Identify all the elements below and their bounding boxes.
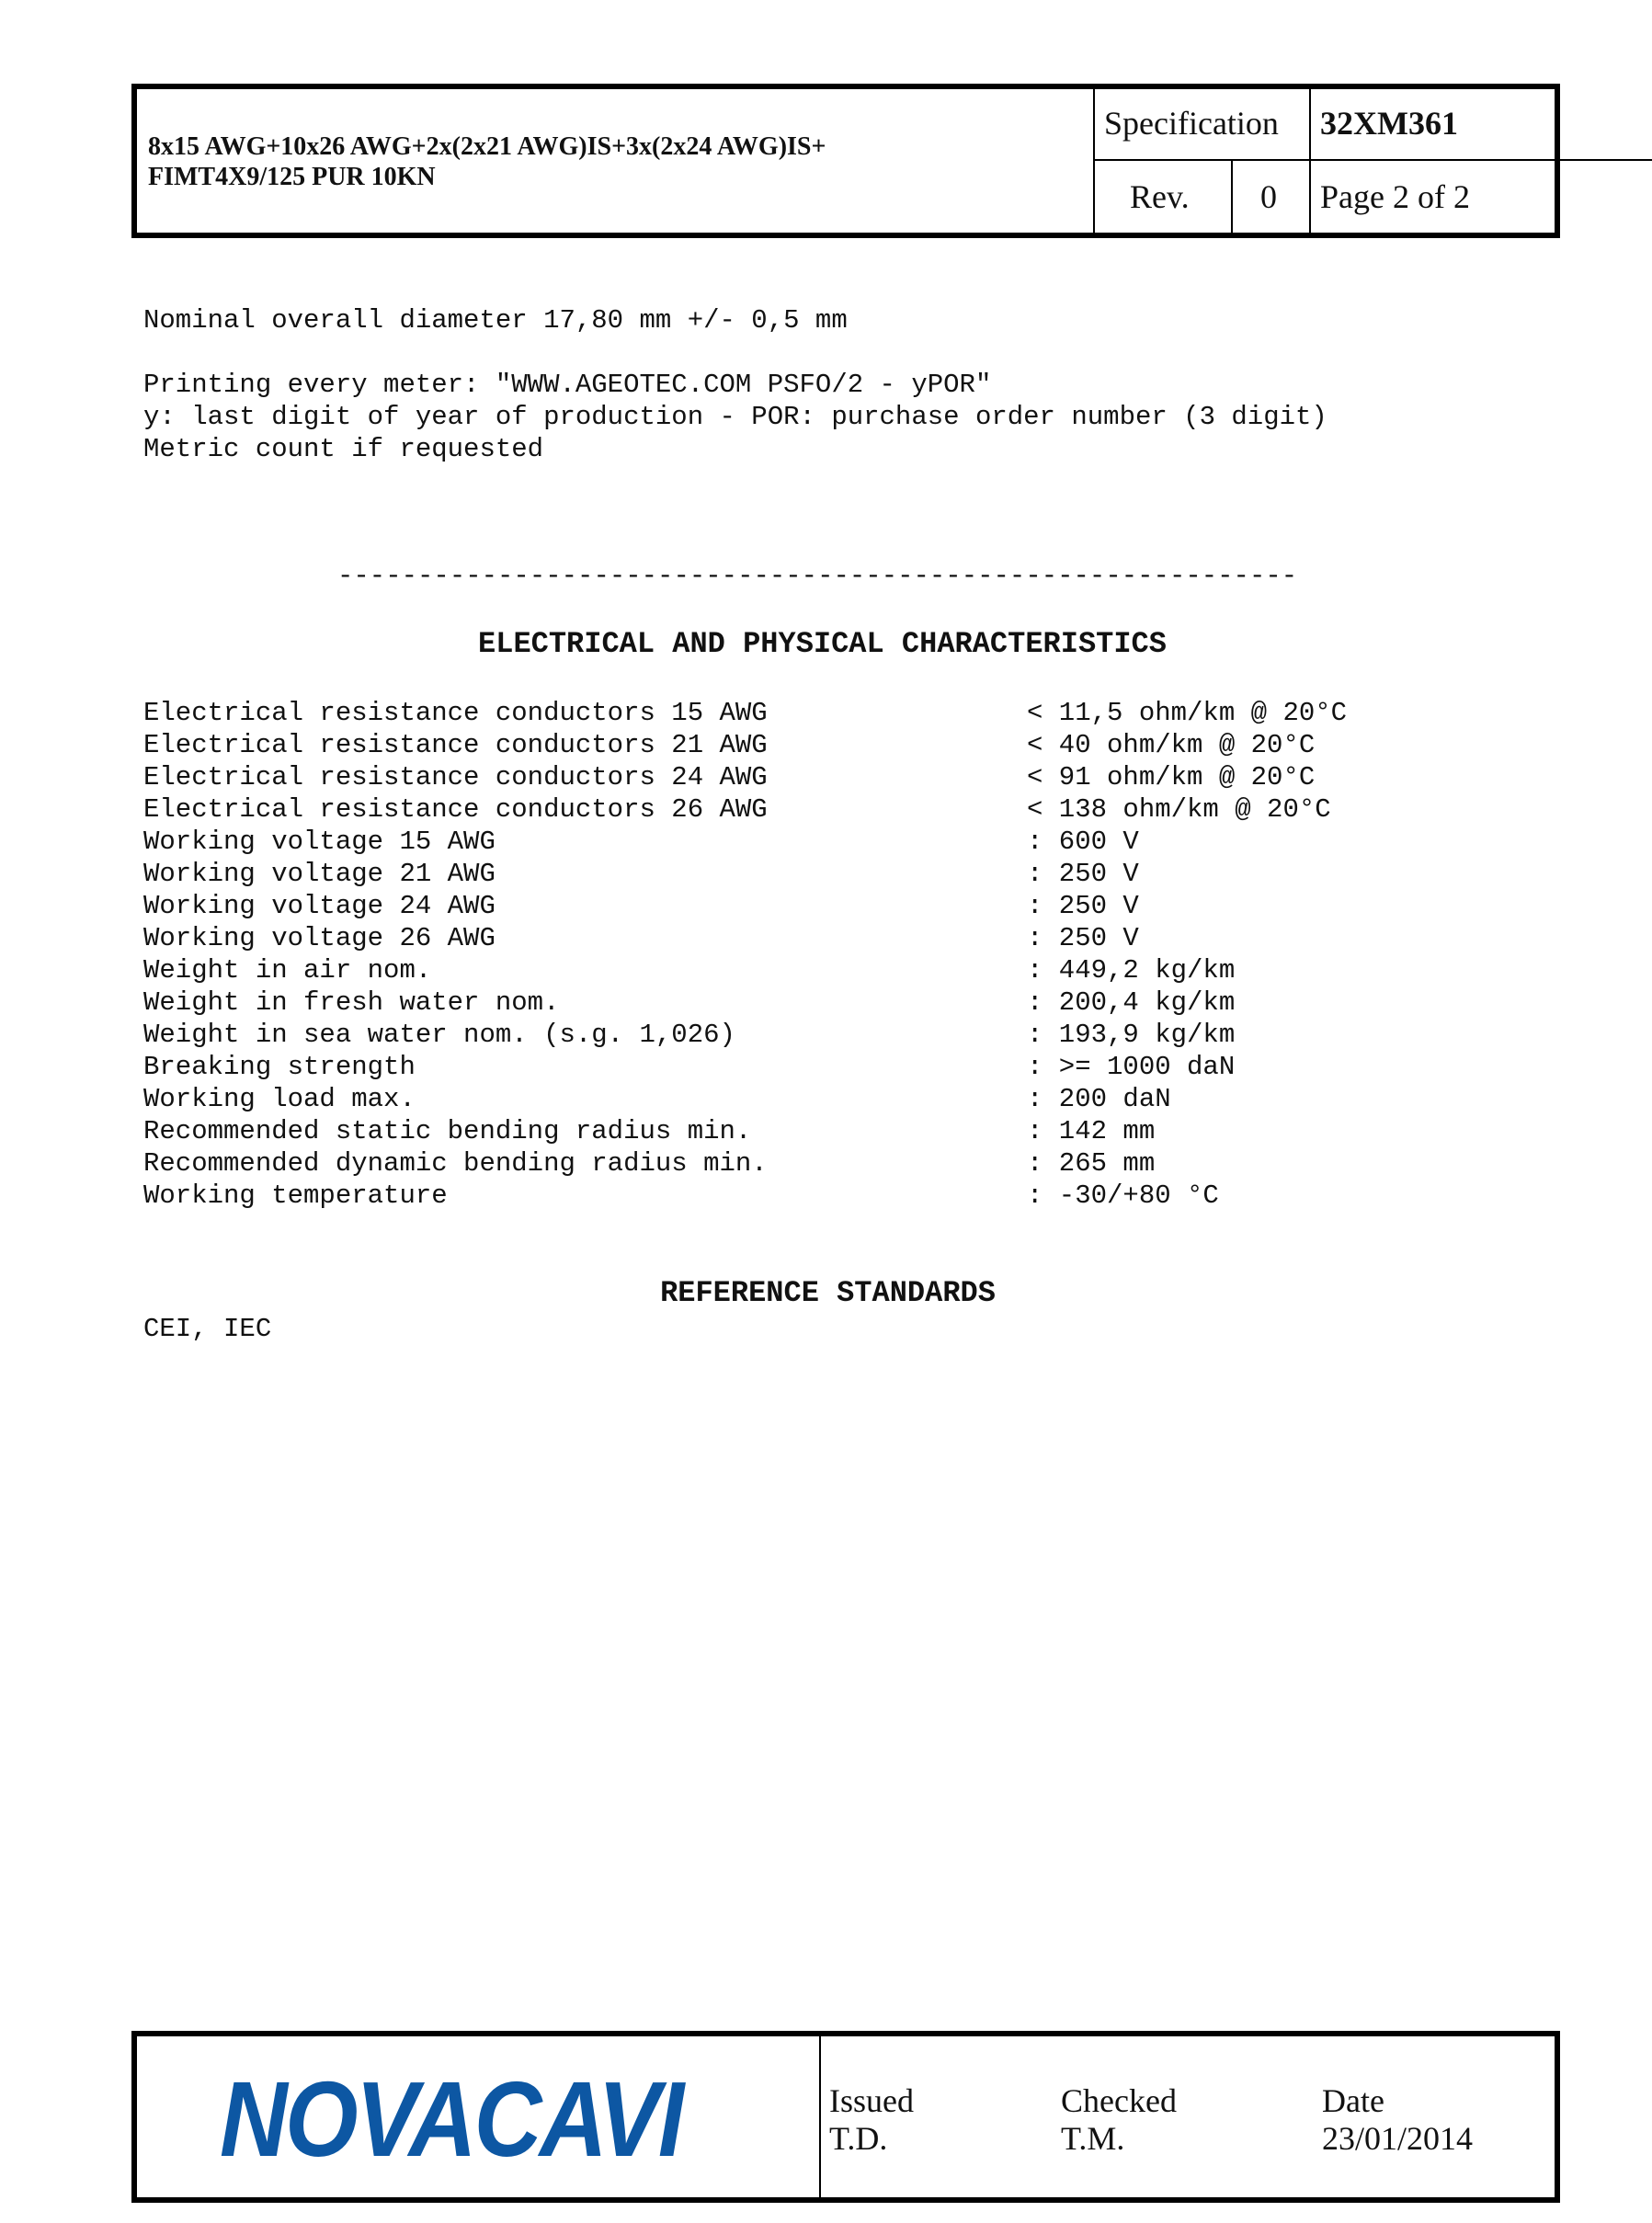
- row-label: Weight in fresh water nom.: [143, 987, 560, 1018]
- row-value: < 138 ohm/km @ 20°C: [1027, 794, 1331, 825]
- date-value: 23/01/2014: [1322, 2120, 1474, 2157]
- row-value: : 600 V: [1027, 826, 1139, 857]
- row-value: : 250 V: [1027, 859, 1139, 889]
- row-value: : 193,9 kg/km: [1027, 1020, 1236, 1050]
- header-divider: [1093, 89, 1095, 233]
- nominal-diameter: Nominal overall diameter 17,80 mm +/- 0,5 mm: [143, 305, 848, 336]
- row-label: Electrical resistance conductors 26 AWG: [143, 794, 768, 825]
- row-label: Working voltage 26 AWG: [143, 923, 496, 953]
- footer-divider: [819, 2036, 821, 2197]
- specification-label: Specification: [1104, 105, 1279, 142]
- cable-description-line1: 8x15 AWG+10x26 AWG+2x(2x21 AWG)IS+3x(2x24 AWG)IS+: [148, 132, 826, 161]
- date-label: Date: [1322, 2082, 1384, 2119]
- cable-description-line2: FIMT4X9/125 PUR 10KN: [148, 163, 436, 191]
- printing-note: y: last digit of year of production - POR: purchase order number (3 digit): [143, 402, 1327, 432]
- row-value: : -30/+80 °C: [1027, 1180, 1219, 1211]
- row-value: : 250 V: [1027, 923, 1139, 953]
- header-divider: [1309, 89, 1311, 233]
- row-label: Recommended static bending radius min.: [143, 1116, 752, 1146]
- company-logo: NOVACAVI: [220, 2059, 682, 2179]
- separator-line: ------------------------------------------------------------: [337, 561, 1298, 591]
- row-label: Weight in sea water nom. (s.g. 1,026): [143, 1020, 735, 1050]
- checked-label: Checked: [1061, 2082, 1177, 2119]
- row-label: Working voltage 21 AWG: [143, 859, 496, 889]
- cable-description: [148, 131, 1086, 192]
- row-value: : 200 daN: [1027, 1084, 1171, 1114]
- row-value: : 250 V: [1027, 891, 1139, 921]
- row-value: < 40 ohm/km @ 20°C: [1027, 730, 1316, 760]
- row-value: : >= 1000 daN: [1027, 1052, 1236, 1082]
- row-value: : 449,2 kg/km: [1027, 955, 1236, 986]
- checked-value: T.M.: [1061, 2120, 1125, 2157]
- row-value: : 200,4 kg/km: [1027, 987, 1236, 1018]
- document-header: [131, 84, 1560, 238]
- specification-code: 32XM361: [1320, 105, 1458, 142]
- document-footer: [131, 2031, 1560, 2203]
- row-value: < 91 ohm/km @ 20°C: [1027, 762, 1316, 792]
- revision-value: 0: [1260, 178, 1277, 215]
- row-value: : 142 mm: [1027, 1116, 1156, 1146]
- row-label: Working load max.: [143, 1084, 416, 1114]
- row-label: Weight in air nom.: [143, 955, 432, 986]
- characteristics-title: ELECTRICAL AND PHYSICAL CHARACTERISTICS: [478, 627, 1167, 661]
- row-value: < 11,5 ohm/km @ 20°C: [1027, 698, 1348, 728]
- header-divider: [1231, 159, 1233, 233]
- row-value: : 265 mm: [1027, 1148, 1156, 1179]
- row-label: Breaking strength: [143, 1052, 416, 1082]
- row-label: Electrical resistance conductors 15 AWG: [143, 698, 768, 728]
- metric-count: Metric count if requested: [143, 434, 544, 464]
- printing-text: Printing every meter: "WWW.AGEOTEC.COM PSFO/2 - yPOR": [143, 370, 992, 400]
- row-label: Working voltage 15 AWG: [143, 826, 496, 857]
- standards-title: REFERENCE STANDARDS: [660, 1276, 996, 1310]
- issued-value: T.D.: [829, 2120, 888, 2157]
- row-label: Electrical resistance conductors 21 AWG: [143, 730, 768, 760]
- row-label: Electrical resistance conductors 24 AWG: [143, 762, 768, 792]
- standards-text: CEI, IEC: [143, 1314, 272, 1344]
- row-label: Working temperature: [143, 1180, 448, 1211]
- page-number: Page 2 of 2: [1320, 178, 1470, 215]
- header-divider: [1093, 159, 1652, 161]
- issued-label: Issued: [829, 2082, 914, 2119]
- row-label: Recommended dynamic bending radius min.: [143, 1148, 768, 1179]
- revision-label: Rev.: [1130, 178, 1190, 215]
- row-label: Working voltage 24 AWG: [143, 891, 496, 921]
